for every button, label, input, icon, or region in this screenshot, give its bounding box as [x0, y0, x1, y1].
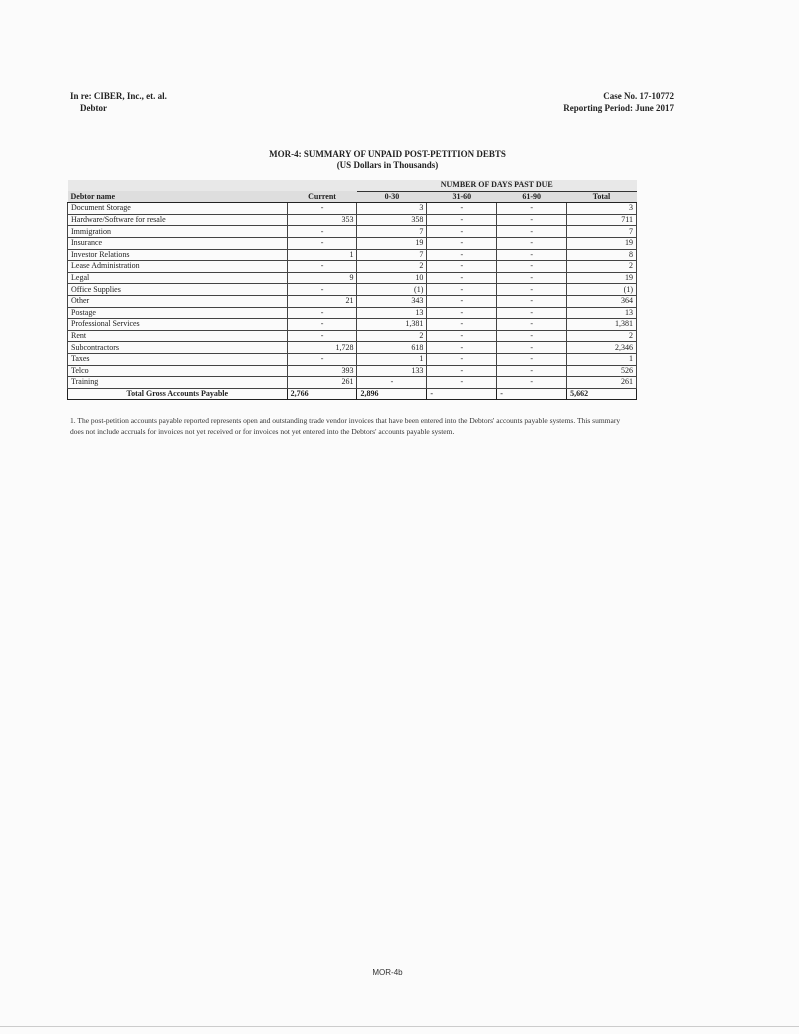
page-number: MOR-4b — [372, 968, 403, 977]
amount-cell: - — [287, 261, 357, 273]
amount-cell: - — [357, 377, 427, 389]
debtor-name-cell: Lease Administration — [68, 261, 288, 273]
amount-cell: 9 — [287, 272, 357, 284]
debtor-name-cell: Rent — [68, 330, 288, 342]
amount-cell: 1 — [357, 353, 427, 365]
amount-cell: - — [427, 284, 497, 296]
total-label: Total Gross Accounts Payable — [68, 388, 288, 400]
amount-cell: 21 — [287, 295, 357, 307]
report-title-sub: (US Dollars in Thousands) — [336, 160, 439, 170]
amount-cell: 7 — [357, 226, 427, 238]
amount-cell: - — [287, 284, 357, 296]
column-header-row — [68, 191, 637, 203]
amount-cell: 711 — [567, 214, 637, 226]
table-row — [68, 377, 637, 389]
column-header: Debtor name — [68, 191, 288, 203]
amount-cell: 2 — [357, 261, 427, 273]
total-cell: - — [427, 388, 497, 400]
amount-cell: 7 — [567, 226, 637, 238]
amount-cell: 1 — [287, 249, 357, 261]
total-cell: 2,896 — [357, 388, 427, 400]
amount-cell: - — [427, 307, 497, 319]
amount-cell: 358 — [357, 214, 427, 226]
report-title-main: MOR-4: SUMMARY OF UNPAID POST-PETITION DEBTS — [269, 149, 506, 159]
total-cell: - — [497, 388, 567, 400]
table-row — [68, 237, 637, 249]
table-row — [68, 284, 637, 296]
amount-cell: 8 — [567, 249, 637, 261]
debtor-name-cell: Other — [68, 295, 288, 307]
amount-cell: 133 — [357, 365, 427, 377]
amount-cell: - — [287, 237, 357, 249]
amount-cell: - — [287, 203, 357, 215]
amount-cell: - — [497, 330, 567, 342]
amount-cell: 7 — [357, 249, 427, 261]
amount-cell: 261 — [567, 377, 637, 389]
amount-cell: 3 — [357, 203, 427, 215]
amount-cell: - — [497, 272, 567, 284]
amount-cell: 2 — [567, 330, 637, 342]
amount-cell: - — [427, 272, 497, 284]
table-row — [68, 319, 637, 331]
amount-cell: - — [497, 377, 567, 389]
amount-cell: 1,728 — [287, 342, 357, 354]
band-row — [68, 180, 637, 191]
debtor-name-cell: Telco — [68, 365, 288, 377]
amount-cell: - — [287, 330, 357, 342]
amount-cell: 2,346 — [567, 342, 637, 354]
footnote: 1. The post-petition accounts payable reported represents open and outstanding trade vendor invoices that have been entered into the Debtors' accounts payable systems. This summary does not include accruals for invoices not yet received or for invoices not yet entered into the Debtors' accounts payable system. — [70, 416, 621, 436]
days-past-due-label: NUMBER OF DAYS PAST DUE — [357, 180, 637, 191]
amount-cell: - — [427, 342, 497, 354]
amount-cell: 2 — [567, 261, 637, 273]
table-row — [68, 365, 637, 377]
amount-cell: - — [427, 237, 497, 249]
amount-cell: - — [287, 307, 357, 319]
debtor-name-cell: Training — [68, 377, 288, 389]
amount-cell: - — [497, 307, 567, 319]
amount-cell: - — [497, 319, 567, 331]
amount-cell: - — [497, 237, 567, 249]
column-header: Total — [567, 191, 637, 203]
debtor-name-cell: Investor Relations — [68, 249, 288, 261]
amount-cell: - — [497, 226, 567, 238]
amount-cell: 19 — [567, 237, 637, 249]
amount-cell: 2 — [357, 330, 427, 342]
table-row — [68, 226, 637, 238]
amount-cell: - — [497, 353, 567, 365]
case-number: Case No. 17-10772 — [603, 91, 674, 101]
debtor-name-cell: Taxes — [68, 353, 288, 365]
unpaid-debts-table — [67, 180, 637, 400]
case-caption — [70, 90, 167, 114]
debtor-name-cell: Immigration — [68, 226, 288, 238]
column-header: Current — [287, 191, 357, 203]
table-row — [68, 214, 637, 226]
amount-cell: 1,381 — [357, 319, 427, 331]
debtor-name-cell: Legal — [68, 272, 288, 284]
column-header: 31-60 — [427, 191, 497, 203]
table-row — [68, 261, 637, 273]
debtor-name-cell: Insurance — [68, 237, 288, 249]
amount-cell: 343 — [357, 295, 427, 307]
amount-cell: 393 — [287, 365, 357, 377]
debtor-name-cell: Postage — [68, 307, 288, 319]
report-title — [0, 149, 775, 171]
amount-cell: - — [427, 330, 497, 342]
amount-cell: - — [497, 295, 567, 307]
case-info — [563, 90, 674, 114]
amount-cell: - — [287, 353, 357, 365]
amount-cell: 1 — [567, 353, 637, 365]
case-name: In re: CIBER, Inc., et. al. — [70, 91, 167, 101]
amount-cell: 3 — [567, 203, 637, 215]
amount-cell: 618 — [357, 342, 427, 354]
debtor-name-cell: Subcontractors — [68, 342, 288, 354]
debtor-name-cell: Hardware/Software for resale — [68, 214, 288, 226]
amount-cell: 364 — [567, 295, 637, 307]
amount-cell: - — [427, 319, 497, 331]
table-row — [68, 330, 637, 342]
amount-cell: (1) — [567, 284, 637, 296]
total-cell: 2,766 — [287, 388, 357, 400]
amount-cell: - — [427, 214, 497, 226]
amount-cell: - — [427, 365, 497, 377]
amount-cell: - — [497, 214, 567, 226]
page-divider — [0, 1026, 799, 1027]
debtor-name-cell: Office Supplies — [68, 284, 288, 296]
amount-cell: 19 — [357, 237, 427, 249]
amount-cell: 13 — [357, 307, 427, 319]
amount-cell: - — [497, 342, 567, 354]
debtor-name-cell: Document Storage — [68, 203, 288, 215]
amount-cell: (1) — [357, 284, 427, 296]
amount-cell: 10 — [357, 272, 427, 284]
column-header: 61-90 — [497, 191, 567, 203]
table-row — [68, 353, 637, 365]
amount-cell: 13 — [567, 307, 637, 319]
amount-cell: - — [497, 261, 567, 273]
table-row — [68, 295, 637, 307]
amount-cell: - — [427, 295, 497, 307]
total-row — [68, 388, 637, 400]
column-header: 0-30 — [357, 191, 427, 203]
amount-cell: 261 — [287, 377, 357, 389]
amount-cell: - — [497, 284, 567, 296]
table-row — [68, 203, 637, 215]
reporting-period: Reporting Period: June 2017 — [563, 103, 674, 113]
debtor-name-cell: Professional Services — [68, 319, 288, 331]
amount-cell: 526 — [567, 365, 637, 377]
amount-cell: - — [427, 203, 497, 215]
amount-cell: 353 — [287, 214, 357, 226]
table-row — [68, 249, 637, 261]
total-cell: 5,662 — [567, 388, 637, 400]
table-row — [68, 342, 637, 354]
amount-cell: - — [427, 261, 497, 273]
amount-cell: - — [497, 203, 567, 215]
amount-cell: - — [427, 249, 497, 261]
amount-cell: - — [497, 365, 567, 377]
amount-cell: - — [287, 226, 357, 238]
table-row — [68, 272, 637, 284]
debtor-label: Debtor — [80, 103, 107, 113]
amount-cell: - — [427, 353, 497, 365]
table-row — [68, 307, 637, 319]
amount-cell: - — [427, 377, 497, 389]
amount-cell: 19 — [567, 272, 637, 284]
amount-cell: - — [497, 249, 567, 261]
amount-cell: - — [287, 319, 357, 331]
amount-cell: - — [427, 226, 497, 238]
amount-cell: 1,381 — [567, 319, 637, 331]
